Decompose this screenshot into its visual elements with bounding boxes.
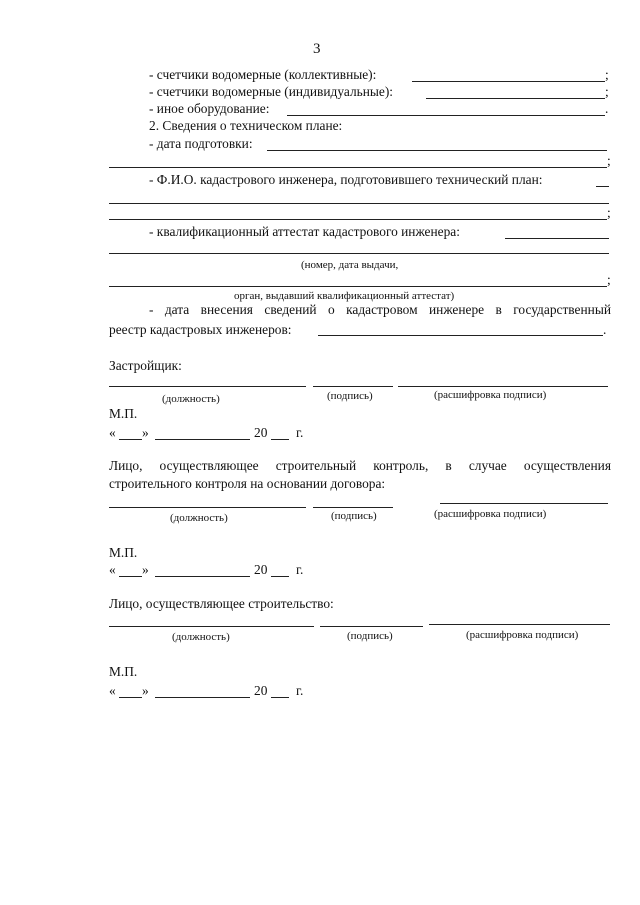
semicolon: ; [607, 205, 611, 220]
page-number: 3 [313, 41, 321, 57]
date-close-quote: » [142, 562, 149, 577]
decoding-line [398, 386, 608, 387]
signature-caption: (подпись) [347, 630, 393, 642]
month-line [155, 439, 250, 440]
position-line [109, 507, 306, 508]
certificate-line-2 [109, 253, 609, 254]
signature-caption: (подпись) [331, 510, 377, 522]
certificate-label: - квалификационный аттестат кадастрового инженера: [149, 224, 460, 239]
dot: . [603, 322, 607, 337]
month-line [155, 697, 250, 698]
year-line [271, 439, 289, 440]
registry-line [318, 335, 603, 336]
day-line [119, 697, 142, 698]
engineer-name-line [596, 186, 609, 187]
date-open-quote: « [109, 562, 116, 577]
year-suffix: г. [296, 683, 304, 698]
meters-collective-label: - счетчики водомерные (коллективные): [149, 67, 377, 82]
signature-line [313, 507, 393, 508]
year-prefix: 20 [254, 562, 268, 577]
year-prefix: 20 [254, 683, 268, 698]
signature-caption: (подпись) [327, 390, 373, 402]
decoding-caption: (расшифровка подписи) [466, 629, 579, 641]
decoding-caption: (расшифровка подписи) [434, 389, 547, 401]
day-line [119, 439, 142, 440]
year-suffix: г. [296, 562, 304, 577]
prep-date-line [267, 150, 607, 151]
builder-title: Лицо, осуществляющее строительство: [109, 596, 334, 611]
decoding-caption: (расшифровка подписи) [434, 508, 547, 520]
certificate-line-3 [109, 286, 607, 287]
date-close-quote: » [142, 425, 149, 440]
date-close-quote: » [142, 683, 149, 698]
date-open-quote: « [109, 683, 116, 698]
year-line [271, 697, 289, 698]
signature-line [320, 626, 423, 627]
other-equipment-line [287, 115, 605, 116]
stamp-mark: М.П. [109, 664, 138, 679]
semicolon: ; [605, 84, 609, 99]
year-prefix: 20 [254, 425, 268, 440]
signature-line [313, 386, 393, 387]
decoding-line [440, 503, 608, 504]
meters-collective-line [412, 81, 605, 82]
position-line [109, 626, 314, 627]
certificate-caption-2: орган, выдавший квалификационный аттестат) [234, 290, 455, 302]
semicolon: ; [607, 153, 611, 168]
year-line [271, 576, 289, 577]
year-suffix: г. [296, 425, 304, 440]
semicolon: ; [605, 67, 609, 82]
control-title-2: строительного контроля на основании договора: [109, 476, 386, 491]
stamp-mark: М.П. [109, 545, 138, 560]
day-line [119, 576, 142, 577]
certificate-caption-1: (номер, дата выдачи, [301, 259, 399, 271]
stamp-mark: М.П. [109, 406, 138, 421]
registry-line-1: - дата внесения сведений о кадастровом инженере в государственный [149, 302, 611, 317]
registry-line-2: реестр кадастровых инженеров: [109, 322, 292, 337]
engineer-name-label: - Ф.И.О. кадастрового инженера, подготовившего технический план: [149, 172, 543, 187]
other-equipment-label: - иное оборудование: [149, 101, 270, 116]
section-2-heading: 2. Сведения о техническом плане: [149, 118, 343, 133]
position-caption: (должность) [170, 512, 228, 524]
position-line [109, 386, 306, 387]
meters-individual-label: - счетчики водомерные (индивидуальные): [149, 84, 394, 99]
meters-individual-line [426, 98, 605, 99]
developer-title: Застройщик: [109, 358, 182, 373]
engineer-name-line-3 [109, 219, 607, 220]
prep-date-label: - дата подготовки: [149, 136, 253, 151]
position-caption: (должность) [172, 631, 230, 643]
date-open-quote: « [109, 425, 116, 440]
control-title: Лицо, осуществляющее строительный контроль, в случае осуществления [109, 458, 611, 473]
position-caption: (должность) [162, 393, 220, 405]
certificate-line [505, 238, 609, 239]
semicolon: ; [607, 272, 611, 287]
month-line [155, 576, 250, 577]
decoding-line [429, 624, 610, 625]
dot: . [605, 101, 609, 116]
prep-date-line-2 [109, 167, 607, 168]
engineer-name-line-2 [109, 203, 609, 204]
